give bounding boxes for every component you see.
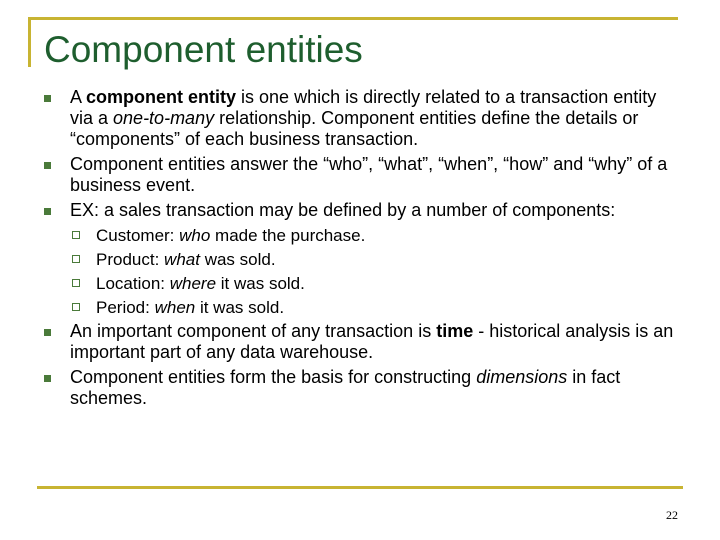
text-run: made the purchase. xyxy=(210,226,366,245)
text-run: time xyxy=(436,321,474,341)
text-run: Component entities answer the “who”, “what”, “when”, “how” and “why” of a business event. xyxy=(70,154,668,195)
text-run: component entity xyxy=(86,87,237,107)
bullet-text xyxy=(70,87,684,150)
bullet-item xyxy=(44,154,684,196)
hollow-square-bullet-icon xyxy=(72,255,80,263)
slide-title: Component entities xyxy=(44,29,363,70)
text-run: relationship. Component entities define the details or “components” of each business transaction. xyxy=(70,108,639,149)
text-run: where xyxy=(169,274,217,293)
text-run: in fact schemes. xyxy=(70,367,621,408)
text-run: what xyxy=(164,250,200,269)
text-run: it was sold. xyxy=(195,298,285,317)
text-run: who xyxy=(179,226,211,245)
title-frame-top xyxy=(28,17,678,20)
sub-bullet-item xyxy=(70,249,684,270)
hollow-square-bullet-icon xyxy=(72,303,80,311)
text-run: Period: xyxy=(96,298,155,317)
bullet-item xyxy=(44,87,684,150)
square-bullet-icon xyxy=(44,208,51,215)
bullet-text xyxy=(70,367,684,409)
sub-bullet-text xyxy=(96,225,684,246)
bullet-text xyxy=(70,154,684,196)
square-bullet-icon xyxy=(44,162,51,169)
text-run: EX: a sales transaction may be defined by a number of components: xyxy=(70,200,616,220)
sub-bullet-item xyxy=(70,297,684,318)
sub-bullet-text xyxy=(96,249,684,270)
text-run: it was sold. xyxy=(216,274,305,293)
bullet-item xyxy=(44,321,684,363)
bullet-text xyxy=(70,321,684,363)
slide-body xyxy=(44,87,684,413)
square-bullet-icon xyxy=(44,95,51,102)
text-run: Component entities form the basis for constructing xyxy=(70,367,477,387)
text-run: is one which is directly related to a transaction entity via a xyxy=(70,87,657,128)
title-frame-left xyxy=(28,17,31,67)
text-run: Location: xyxy=(96,274,170,293)
sub-bullet-item xyxy=(70,273,684,294)
text-run: Customer: xyxy=(96,226,180,245)
text-run: A xyxy=(70,87,87,107)
text-run: - historical analysis is an important part of any data warehouse. xyxy=(70,321,674,362)
sub-bullet-item xyxy=(70,225,684,246)
bullet-item xyxy=(44,200,684,221)
hollow-square-bullet-icon xyxy=(72,279,80,287)
square-bullet-icon xyxy=(44,375,51,382)
text-run: when xyxy=(154,298,196,317)
sub-bullet-text xyxy=(96,297,684,318)
page-number: 22 xyxy=(666,508,678,522)
square-bullet-icon xyxy=(44,329,51,336)
text-run: one-to-many xyxy=(113,108,215,128)
text-run: Product: xyxy=(96,250,165,269)
sub-bullet-text xyxy=(96,273,684,294)
text-run: was sold. xyxy=(199,250,276,269)
bullet-item xyxy=(44,367,684,409)
text-run: dimensions xyxy=(476,367,568,387)
footer-divider xyxy=(37,486,683,489)
bullet-text xyxy=(70,200,684,221)
text-run: An important component of any transaction is xyxy=(70,321,437,341)
hollow-square-bullet-icon xyxy=(72,231,80,239)
